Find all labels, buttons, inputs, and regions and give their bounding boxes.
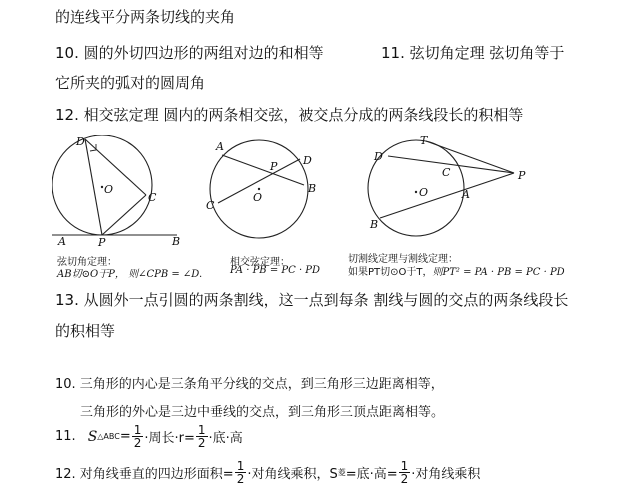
label-b: B	[172, 235, 181, 247]
center-point	[258, 188, 260, 190]
item-12-formula: 12. 对角线垂直的四边形面积= $\frac{1}{2}$ ·对角线乘积，S 菱 =底·高= $\frac{1}{2}$ ·对角线乘积	[55, 459, 481, 486]
theorem-13: 13. 从圆外一点引圆的两条割线，这一点到每条 割线与圆的交点的两条线段长	[55, 291, 569, 309]
text-line-1: 的连线平分两条切线的夹角	[55, 8, 236, 26]
chord-dp	[85, 139, 102, 235]
caption-1-body: AB切⊙O于P， 则∠CPB = ∠D.	[57, 269, 203, 280]
theorem-11-cont: 它所夹的弧对的圆周角	[55, 74, 206, 92]
item-11-formula: 11. S △ABC = $\frac{1}{2}$ ·周长·r= $\frac{1}{2}$ ·底·高	[55, 423, 243, 450]
theorem-10: 10. 圆的外切四边形的两组对边的和相等	[55, 44, 324, 62]
label-o: O	[253, 191, 263, 204]
caption-2-body: PA · PB = PC · PD	[230, 265, 321, 276]
secant-pb	[380, 173, 514, 218]
label-c: C	[206, 199, 215, 212]
label-o: O	[104, 183, 114, 196]
item-10-line-1: 10. 三角形的内心是三条角平分线的交点，到三角形三边距离相等，	[55, 377, 444, 392]
caption-3-body: 如果PT切⊙O于T，则PT² = PA · PB = PC · PD	[348, 267, 565, 278]
label-p: P	[518, 169, 526, 182]
label-d: D	[374, 150, 383, 163]
center-point	[101, 186, 103, 188]
label-a: A	[216, 140, 224, 153]
item-10-line-2: 三角形的外心是三边中垂线的交点，到三角形三顶点距离相等。	[80, 405, 445, 420]
caption-2-title: 相交弦定理：	[230, 257, 290, 268]
label-o: O	[419, 186, 429, 199]
label-c: C	[442, 166, 451, 179]
theorem-11: 11. 弦切角定理 弦切角等于	[381, 44, 565, 62]
chord-dc	[85, 139, 146, 195]
label-c: C	[148, 191, 157, 204]
theorem-13-cont: 的积相等	[55, 322, 116, 340]
caption-1-title: 弦切角定理：	[57, 257, 117, 268]
chord-pc	[102, 195, 146, 235]
label-a: A	[462, 188, 470, 201]
figure-tangent-secant	[366, 136, 536, 246]
label-d: D	[303, 154, 312, 167]
label-b: B	[370, 218, 379, 231]
secant-pd	[388, 156, 514, 173]
theorem-12: 12. 相交弦定理 圆内的两条相交弦，被交点分成的两条线段长的积相等	[55, 106, 524, 124]
label-p: P	[98, 236, 106, 247]
caption-3-title: 切割线定理与割线定理：	[348, 254, 458, 265]
label-b: B	[308, 182, 316, 195]
label-d: D	[76, 135, 85, 148]
center-point	[415, 191, 417, 193]
label-p: P	[270, 160, 278, 173]
figure-chord-tangent	[52, 135, 202, 247]
chord-ab	[222, 155, 304, 185]
label-a: A	[58, 235, 66, 247]
tangent-pt	[426, 141, 514, 173]
circle	[52, 135, 152, 235]
figure-intersecting-chords	[204, 137, 316, 247]
label-t: T	[420, 136, 428, 147]
